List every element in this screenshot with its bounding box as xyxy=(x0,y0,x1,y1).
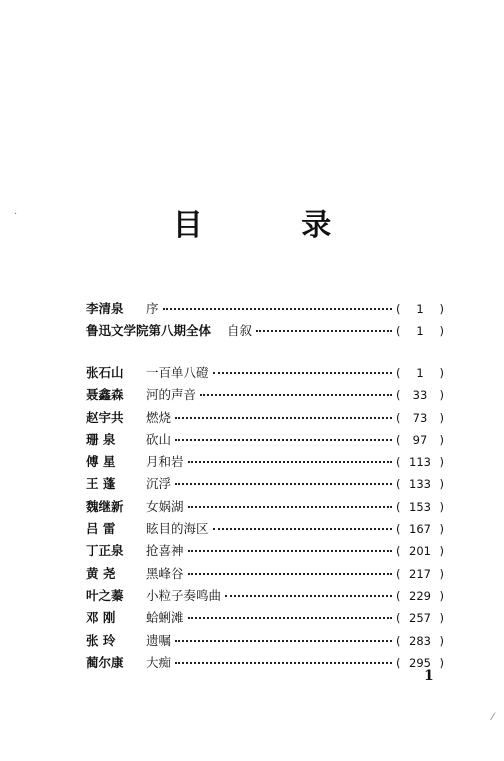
entry-author: 邓 刚 xyxy=(86,610,116,626)
toc-entry xyxy=(86,607,444,629)
dot-leader xyxy=(225,595,392,597)
dot-leader xyxy=(175,439,392,441)
toc-entry xyxy=(86,384,444,406)
toc-entry xyxy=(86,652,444,674)
entry-title: 砍山 xyxy=(146,431,172,447)
entry-author: 叶之蓁 xyxy=(86,587,124,603)
entry-author: 鲁迅文学院第八期全体 xyxy=(86,323,212,339)
toc-entry xyxy=(86,429,444,451)
entry-title: 女娲湖 xyxy=(146,498,184,514)
dot-leader xyxy=(213,528,392,530)
entry-page: ( 153 ) xyxy=(396,499,444,514)
entry-author: 傅 星 xyxy=(86,454,116,470)
entry-author: 吕 雷 xyxy=(86,521,116,537)
dot-leader xyxy=(188,617,392,619)
dot-leader xyxy=(175,640,392,642)
entry-title: 小粒子奏鸣曲 xyxy=(146,587,222,603)
toc-entry xyxy=(86,407,444,429)
entry-title: 黑峰谷 xyxy=(146,565,184,581)
entry-page: ( 1 ) xyxy=(396,324,444,339)
entry-page: ( 1 ) xyxy=(396,302,444,316)
entry-title: 一百单八磴 xyxy=(146,365,209,380)
entry-title: 大痴 xyxy=(146,654,172,670)
entry-title: 燃烧 xyxy=(146,409,172,425)
dot-leader xyxy=(175,417,392,419)
page-number: 1 xyxy=(424,668,434,684)
entry-page: ( 257 ) xyxy=(396,611,444,626)
entry-title: 自叙 xyxy=(227,323,253,339)
entry-title: 沉浮 xyxy=(146,476,172,492)
toc-entry xyxy=(86,540,444,562)
toc-entry xyxy=(86,298,444,320)
entry-author: 王 蓬 xyxy=(86,476,116,492)
entry-page: ( 201 ) xyxy=(396,544,444,559)
entry-title: 抢喜神 xyxy=(146,543,184,559)
entry-title: 眩目的海区 xyxy=(146,521,209,537)
toc-entry xyxy=(86,473,444,495)
entry-title: 序 xyxy=(146,301,159,316)
contents-list xyxy=(86,362,444,674)
dot-leader xyxy=(188,573,392,575)
dot-leader xyxy=(175,662,392,664)
toc-entry xyxy=(86,320,444,342)
entry-page: ( 283 ) xyxy=(396,633,444,648)
page-title: 目 录 xyxy=(172,208,376,243)
entry-page: ( 1 ) xyxy=(396,366,444,380)
entry-page: ( 295 ) xyxy=(396,655,444,670)
entry-author: 黄 尧 xyxy=(86,565,116,581)
entry-author: 丁正泉 xyxy=(86,543,124,559)
entry-author: 珊 泉 xyxy=(86,431,116,447)
entry-author: 张 玲 xyxy=(86,632,116,648)
front-matter-list xyxy=(86,298,444,343)
dot-leader xyxy=(175,483,392,485)
entry-author: 聂鑫森 xyxy=(86,387,124,403)
dot-leader xyxy=(188,506,392,508)
dot-leader xyxy=(200,394,392,396)
entry-author: 蔺尔康 xyxy=(86,654,124,670)
entry-author: 李清泉 xyxy=(86,301,124,316)
entry-title: 遗嘱 xyxy=(146,632,172,648)
dot-leader xyxy=(188,550,392,552)
entry-page: ( 133 ) xyxy=(396,477,444,492)
entry-page: ( 229 ) xyxy=(396,588,444,603)
scan-speck: ⁄ xyxy=(492,712,494,723)
toc-entry xyxy=(86,362,444,384)
entry-title: 河的声音 xyxy=(146,387,197,403)
dot-leader xyxy=(163,308,392,310)
toc-entry xyxy=(86,496,444,518)
entry-page: ( 33 ) xyxy=(396,388,444,403)
entry-author: 魏继新 xyxy=(86,498,124,514)
entry-page: ( 113 ) xyxy=(396,455,444,470)
dot-leader xyxy=(188,461,392,463)
entry-page: ( 167 ) xyxy=(396,522,444,537)
dot-leader xyxy=(256,330,392,332)
scan-speck: · xyxy=(14,209,18,220)
toc-entry xyxy=(86,563,444,585)
dot-leader xyxy=(213,372,392,374)
toc-entry xyxy=(86,585,444,607)
toc-entry xyxy=(86,630,444,652)
toc-entry xyxy=(86,518,444,540)
entry-author: 赵宇共 xyxy=(86,409,124,425)
entry-title: 月和岩 xyxy=(146,454,184,470)
toc-entry xyxy=(86,451,444,473)
entry-page: ( 217 ) xyxy=(396,566,444,581)
entry-page: ( 73 ) xyxy=(396,410,444,425)
entry-page: ( 97 ) xyxy=(396,432,444,447)
entry-title: 蛤蜊滩 xyxy=(146,610,184,626)
entry-author: 张石山 xyxy=(86,365,124,380)
